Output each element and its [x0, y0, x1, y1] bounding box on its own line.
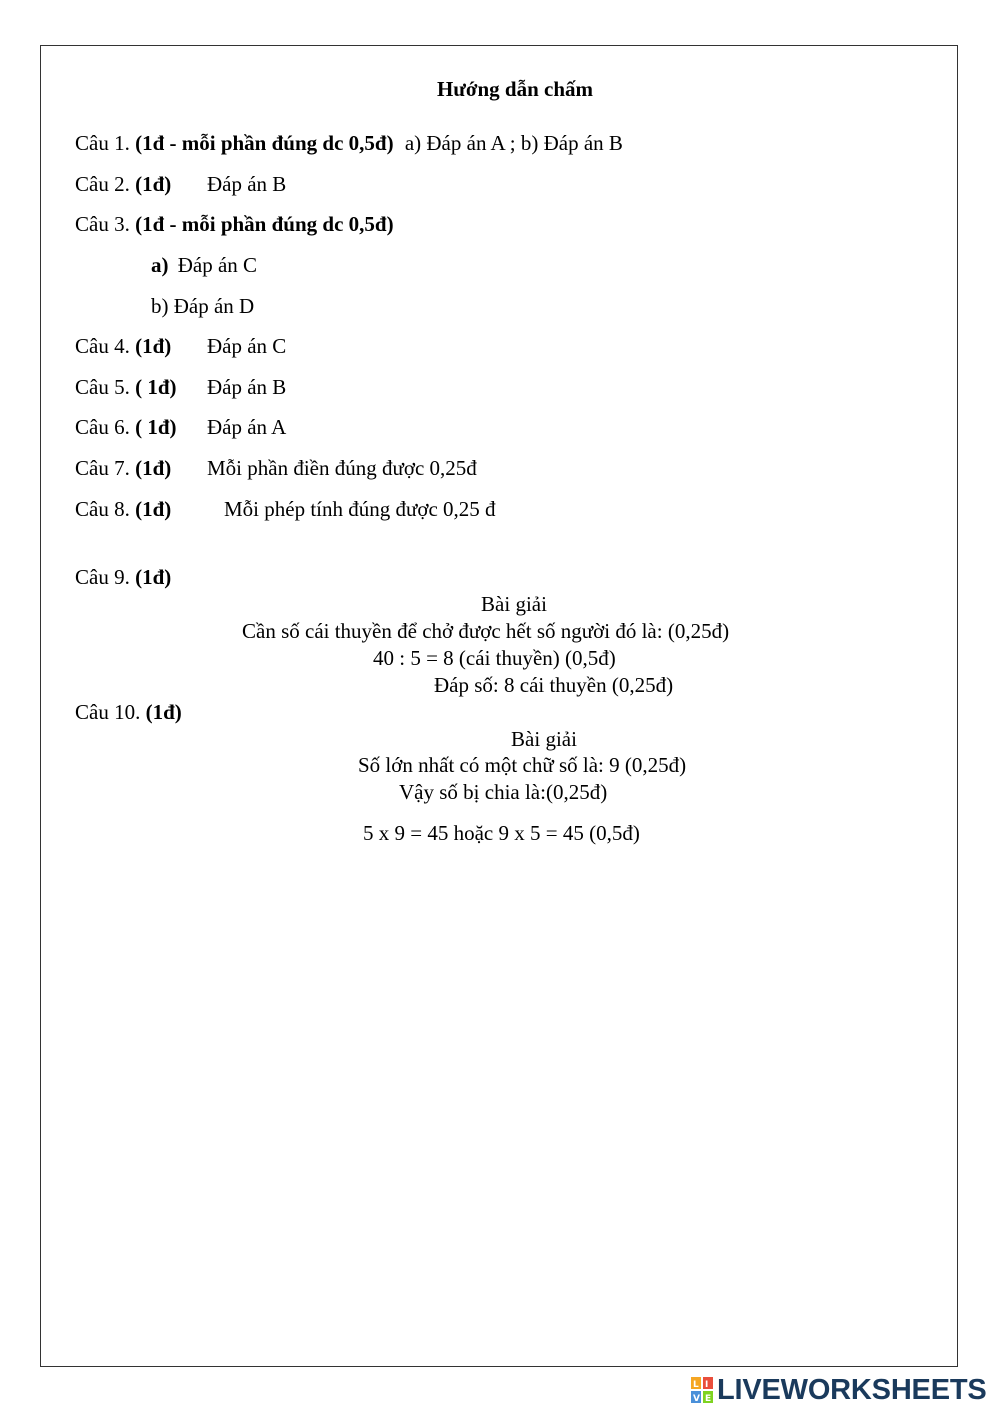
question-9	[75, 565, 171, 589]
question-label: Câu 3.	[75, 212, 130, 236]
solution-answer: Đáp số: 8 cái thuyền (0,25đ)	[434, 673, 674, 697]
question-3-part-a	[151, 253, 257, 277]
logo-text: LIVEWORKSHEETS	[717, 1373, 987, 1406]
solution-heading: Bài giải	[481, 592, 547, 616]
solution-heading: Bài giải	[511, 727, 577, 751]
liveworksheets-icon	[690, 1376, 714, 1404]
part-answer: Đáp án C	[177, 253, 258, 277]
svg-text:V: V	[693, 1394, 700, 1404]
question-label: Câu 6.	[75, 415, 130, 439]
question-label: Câu 2.	[75, 172, 130, 196]
question-answer: Mỗi phép tính đúng được 0,25 đ	[224, 497, 496, 521]
question-label: Câu 1.	[75, 131, 130, 155]
question-label: Câu 5.	[75, 375, 130, 399]
svg-text:E: E	[705, 1394, 712, 1404]
question-3	[75, 212, 394, 236]
question-label: Câu 4.	[75, 334, 130, 358]
solution-line: Cần số cái thuyền để chở được hết số người đó là: (0,25đ)	[242, 619, 730, 643]
question-answer: Đáp án C	[207, 334, 287, 358]
question-answer: Đáp án B	[207, 172, 287, 196]
question-3-part-b: b) Đáp án D	[151, 294, 255, 318]
question-points: (1đ)	[135, 497, 172, 521]
liveworksheets-logo	[690, 1374, 987, 1406]
question-1	[75, 131, 623, 155]
solution-line: 40 : 5 = 8 (cái thuyền) (0,5đ)	[373, 646, 616, 670]
question-6	[75, 415, 177, 439]
question-points: (1đ)	[135, 456, 172, 480]
page-title: Hướng dẫn chấm	[436, 77, 594, 101]
question-points: (1đ)	[135, 565, 172, 589]
question-10	[75, 700, 182, 724]
question-5	[75, 375, 177, 399]
question-2	[75, 172, 171, 196]
question-points: (1đ - mỗi phần đúng dc 0,5đ)	[135, 212, 394, 236]
question-4	[75, 334, 171, 358]
question-answer: Đáp án B	[207, 375, 287, 399]
question-answer: a) Đáp án A ; b) Đáp án B	[404, 131, 623, 155]
question-points: ( 1đ)	[135, 375, 177, 399]
question-label: Câu 10.	[75, 700, 141, 724]
question-8	[75, 497, 171, 521]
question-label: Câu 8.	[75, 497, 130, 521]
question-label: Câu 7.	[75, 456, 130, 480]
part-label: a)	[151, 253, 169, 277]
svg-text:L: L	[693, 1380, 699, 1390]
question-points: (1đ - mỗi phần đúng dc 0,5đ)	[135, 131, 394, 155]
solution-line: 5 x 9 = 45 hoặc 9 x 5 = 45 (0,5đ)	[363, 821, 640, 845]
question-points: (1đ)	[135, 334, 172, 358]
question-7	[75, 456, 171, 480]
question-answer: Đáp án A	[207, 415, 287, 439]
solution-line: Số lớn nhất có một chữ số là: 9 (0,25đ)	[358, 753, 687, 777]
solution-line: Vậy số bị chia là:(0,25đ)	[399, 780, 608, 804]
svg-text:I: I	[705, 1380, 709, 1390]
question-label: Câu 9.	[75, 565, 130, 589]
question-answer: Mỗi phần điền đúng được 0,25đ	[207, 456, 477, 480]
question-points: (1đ)	[135, 172, 172, 196]
question-points: (1đ)	[145, 700, 182, 724]
question-points: ( 1đ)	[135, 415, 177, 439]
